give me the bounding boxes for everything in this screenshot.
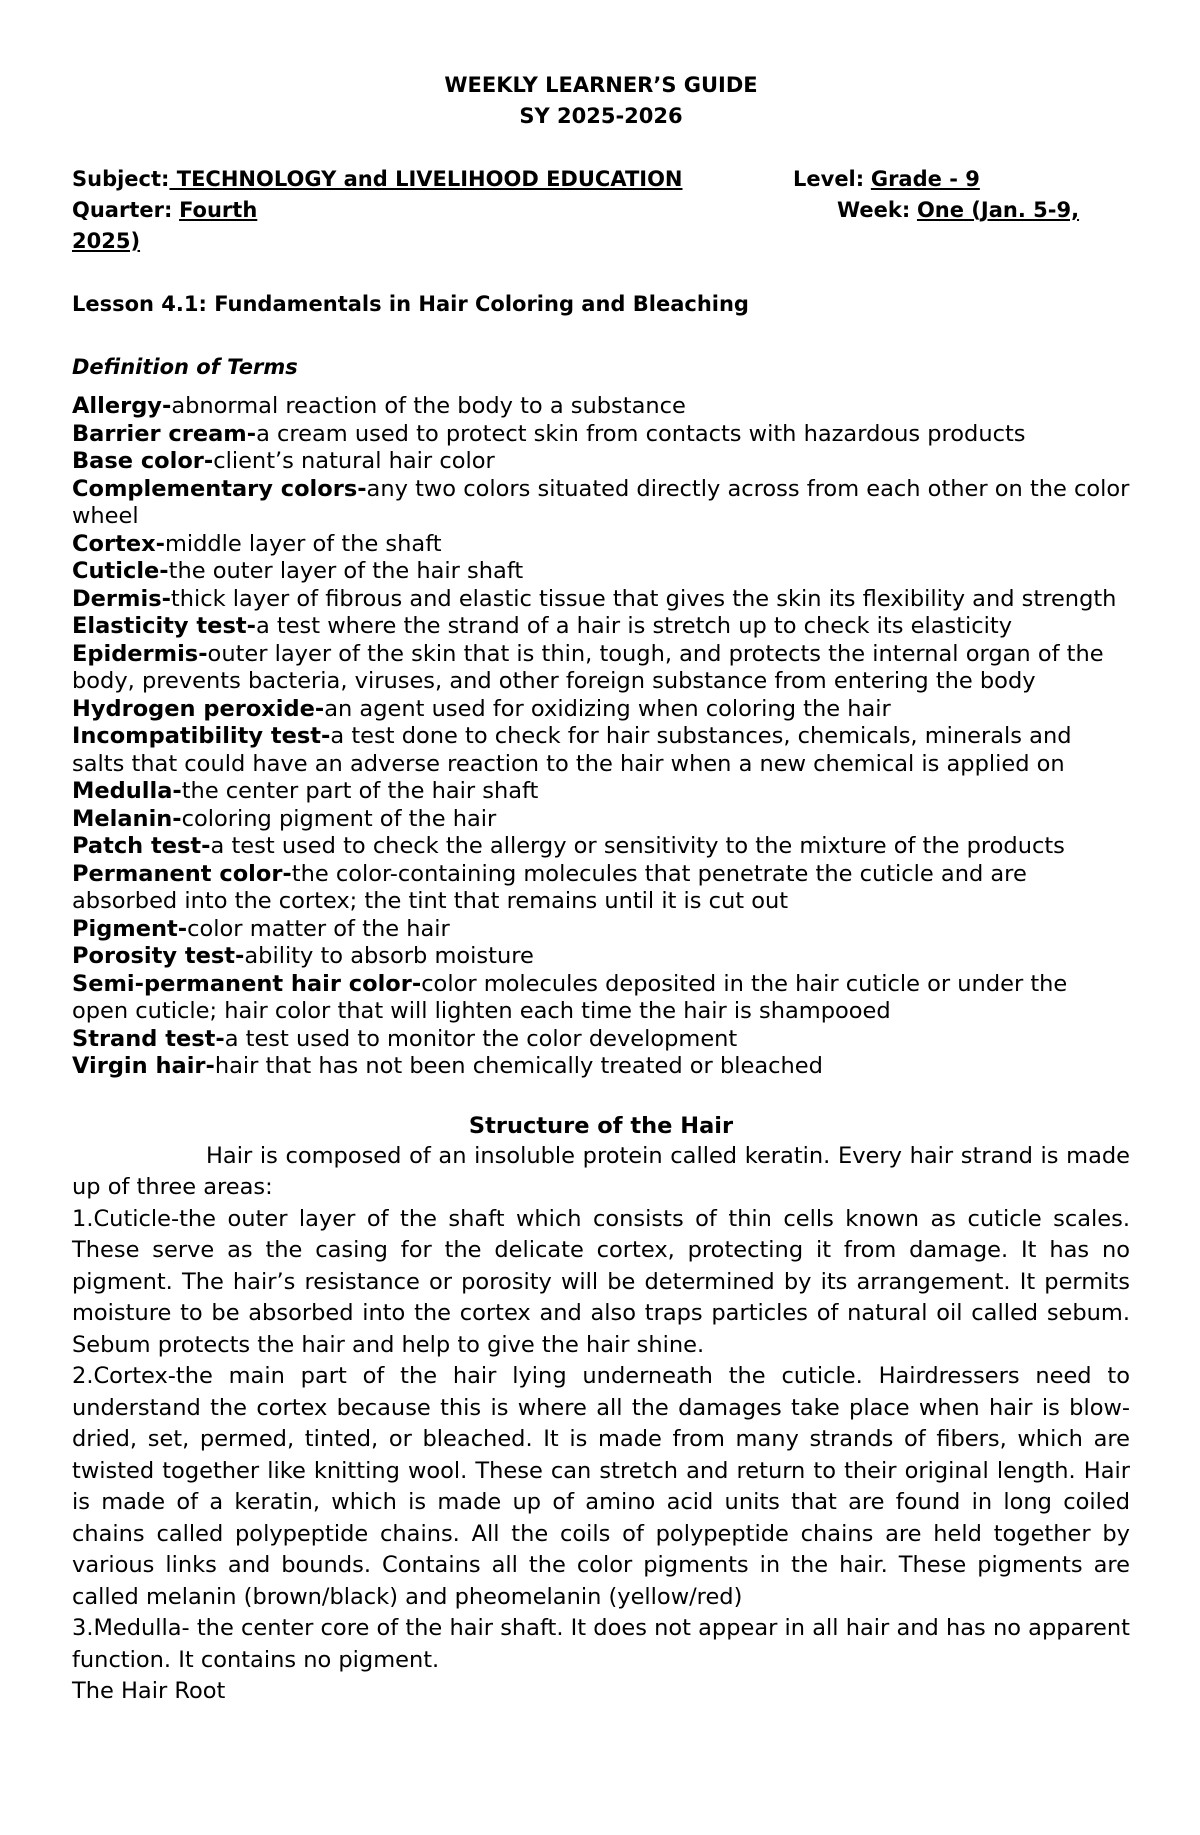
structure-intro: Hair is composed of an insoluble protein called keratin. Every hair strand is made up of three areas: <box>72 1142 1130 1200</box>
definition-text: color molecules deposited in the hair cuticle or under the open cuticle; hair color that will lighten each time the hair is shampooed <box>72 970 1068 1024</box>
definition-item <box>72 476 1130 531</box>
week-value: One (Jan. 5-9, <box>916 198 1080 222</box>
definition-text: a test done to check for hair substances, chemicals, minerals and salts that could have an adverse reaction to the hair when a new chemical is applied on <box>72 723 1072 777</box>
definition-text: a test used to monitor the color development <box>224 1025 738 1052</box>
week-value-continued: 2025) <box>72 229 141 253</box>
definition-term: Pigment- <box>72 915 188 942</box>
document-page <box>72 70 1130 1708</box>
subject-value: TECHNOLOGY and LIVELIHOOD EDUCATION <box>169 167 683 191</box>
definition-item <box>72 421 1130 449</box>
definition-term: Dermis- <box>72 585 171 612</box>
week-group <box>837 195 1079 226</box>
definition-term: Semi-permanent hair color- <box>72 970 422 997</box>
definition-item <box>72 613 1130 641</box>
definition-text: hair that has not been chemically treated or bleached <box>214 1053 823 1079</box>
level-group <box>793 164 980 195</box>
definition-term: Cortex- <box>72 530 165 557</box>
structure-point-medulla: 3.Medulla- the center core of the hair shaft. It does not appear in all hair and has no apparent function. It contains no pigment. <box>72 1615 1130 1673</box>
definition-item <box>72 1053 1130 1081</box>
definition-item <box>72 586 1130 614</box>
definition-item <box>72 943 1130 971</box>
definition-text: client’s natural hair color <box>213 448 495 474</box>
week-label: Week: <box>837 198 911 222</box>
definition-term: Incompatibility test- <box>72 723 331 749</box>
definition-text: the outer layer of the hair shaft <box>168 558 524 584</box>
definition-term: Permanent color- <box>72 860 292 887</box>
definition-item <box>72 833 1130 861</box>
subject-label: Subject: <box>72 167 170 191</box>
definition-item <box>72 696 1130 724</box>
level-label: Level: <box>793 167 865 191</box>
structure-point-cortex: 2.Cortex-the main part of the hair lying underneath the cuticle. Hairdressers need to understand the cortex because this is where all the damages take place when hair is blow-dried, set, permed, tinted, or bleached. It is made from many strands of fibers, which are twisted together like knitting wool. These can stretch and return to their original length. Hair is made of a keratin, which is made up of amino acid units that are found in long coiled chains called polypeptide chains. All the coils of polypeptide chains are held together by various links and bounds. Contains all the color pigments in the hair. These pigments are called melanin (brown/black) and pheomelanin (yellow/red) <box>72 1363 1130 1610</box>
definition-text: ability to absorb moisture <box>244 943 534 969</box>
definitions-heading: Definition of Terms <box>72 355 298 379</box>
definition-text: the center part of the hair shaft <box>181 778 539 804</box>
definition-item <box>72 393 1130 421</box>
hair-root-heading: The Hair Root <box>72 1678 226 1704</box>
definition-term: Allergy- <box>72 393 172 419</box>
meta-row-week-cont <box>72 226 1130 257</box>
quarter-label: Quarter: <box>72 198 173 222</box>
guide-title: WEEKLY LEARNER’S GUIDE <box>444 73 758 97</box>
lesson-title: Lesson 4.1: Fundamentals in Hair Coloring and Bleaching <box>72 292 749 316</box>
definition-item <box>72 916 1130 944</box>
terms-list <box>72 393 1130 1081</box>
definition-text: thick layer of fibrous and elastic tissue that gives the skin its flexibility and strength <box>170 585 1117 612</box>
definition-text: middle layer of the shaft <box>164 530 442 557</box>
definition-term: Barrier cream- <box>72 420 257 447</box>
definition-text: color matter of the hair <box>187 915 450 942</box>
quarter-value: Fourth <box>179 198 258 222</box>
definition-item <box>72 723 1130 778</box>
definition-term: Strand test- <box>72 1025 225 1052</box>
definition-text: abnormal reaction of the body to a substance <box>171 393 686 419</box>
structure-title: Structure of the Hair <box>468 1112 734 1139</box>
structure-point-cuticle: 1.Cuticle-the outer layer of the shaft which consists of thin cells known as cuticle scales. These serve as the casing for the delicate cortex, protecting it from damage. It has no pigment. The hair’s resistance or porosity will be determined by its arrangement. It permits moisture to be absorbed into the cortex and also traps particles of natural oil called sebum. Sebum protects the hair and help to give the hair shine. <box>72 1205 1130 1358</box>
meta-row-subject <box>72 164 1130 195</box>
definition-text: a test used to check the allergy or sensitivity to the mixture of the products <box>210 833 1065 859</box>
definition-term: Complementary colors- <box>72 475 367 502</box>
document-header <box>72 70 1130 132</box>
definition-item <box>72 531 1130 559</box>
definition-item <box>72 1026 1130 1054</box>
definition-text: an agent used for oxidizing when coloring the hair <box>324 695 891 722</box>
definition-item <box>72 558 1130 586</box>
definition-item <box>72 971 1130 1026</box>
definition-item <box>72 778 1130 806</box>
definition-text: a test where the strand of a hair is stretch up to check its elasticity <box>255 613 1013 639</box>
definition-term: Epidermis- <box>72 640 208 667</box>
definition-text: the color-containing molecules that penetrate the cuticle and are absorbed into the cortex; the tint that remains until it is cut out <box>72 860 1027 914</box>
definition-text: any two colors situated directly across from each other on the color wheel <box>72 475 1130 529</box>
level-value: Grade - 9 <box>870 167 980 191</box>
definition-item <box>72 861 1130 916</box>
definition-term: Elasticity test- <box>72 613 256 639</box>
definition-item <box>72 641 1130 696</box>
meta-row-quarter <box>72 195 1130 226</box>
definition-term: Base color- <box>72 448 214 474</box>
definition-text: a cream used to protect skin from contacts with hazardous products <box>256 420 1026 447</box>
definition-term: Patch test- <box>72 833 211 859</box>
definition-item <box>72 448 1130 476</box>
definition-term: Hydrogen peroxide- <box>72 695 325 722</box>
definition-term: Medulla- <box>72 778 182 804</box>
definition-term: Melanin- <box>72 805 182 832</box>
definition-text: coloring pigment of the hair <box>181 805 497 832</box>
definition-text: outer layer of the skin that is thin, tough, and protects the internal organ of the body, prevents bacteria, viruses, and other foreign substance from entering the body <box>72 640 1104 694</box>
definition-term: Cuticle- <box>72 558 169 584</box>
definition-item <box>72 806 1130 834</box>
definition-term: Porosity test- <box>72 943 245 969</box>
definition-term: Virgin hair- <box>72 1053 215 1079</box>
meta-block <box>72 164 1130 257</box>
school-year: SY 2025-2026 <box>519 104 683 128</box>
